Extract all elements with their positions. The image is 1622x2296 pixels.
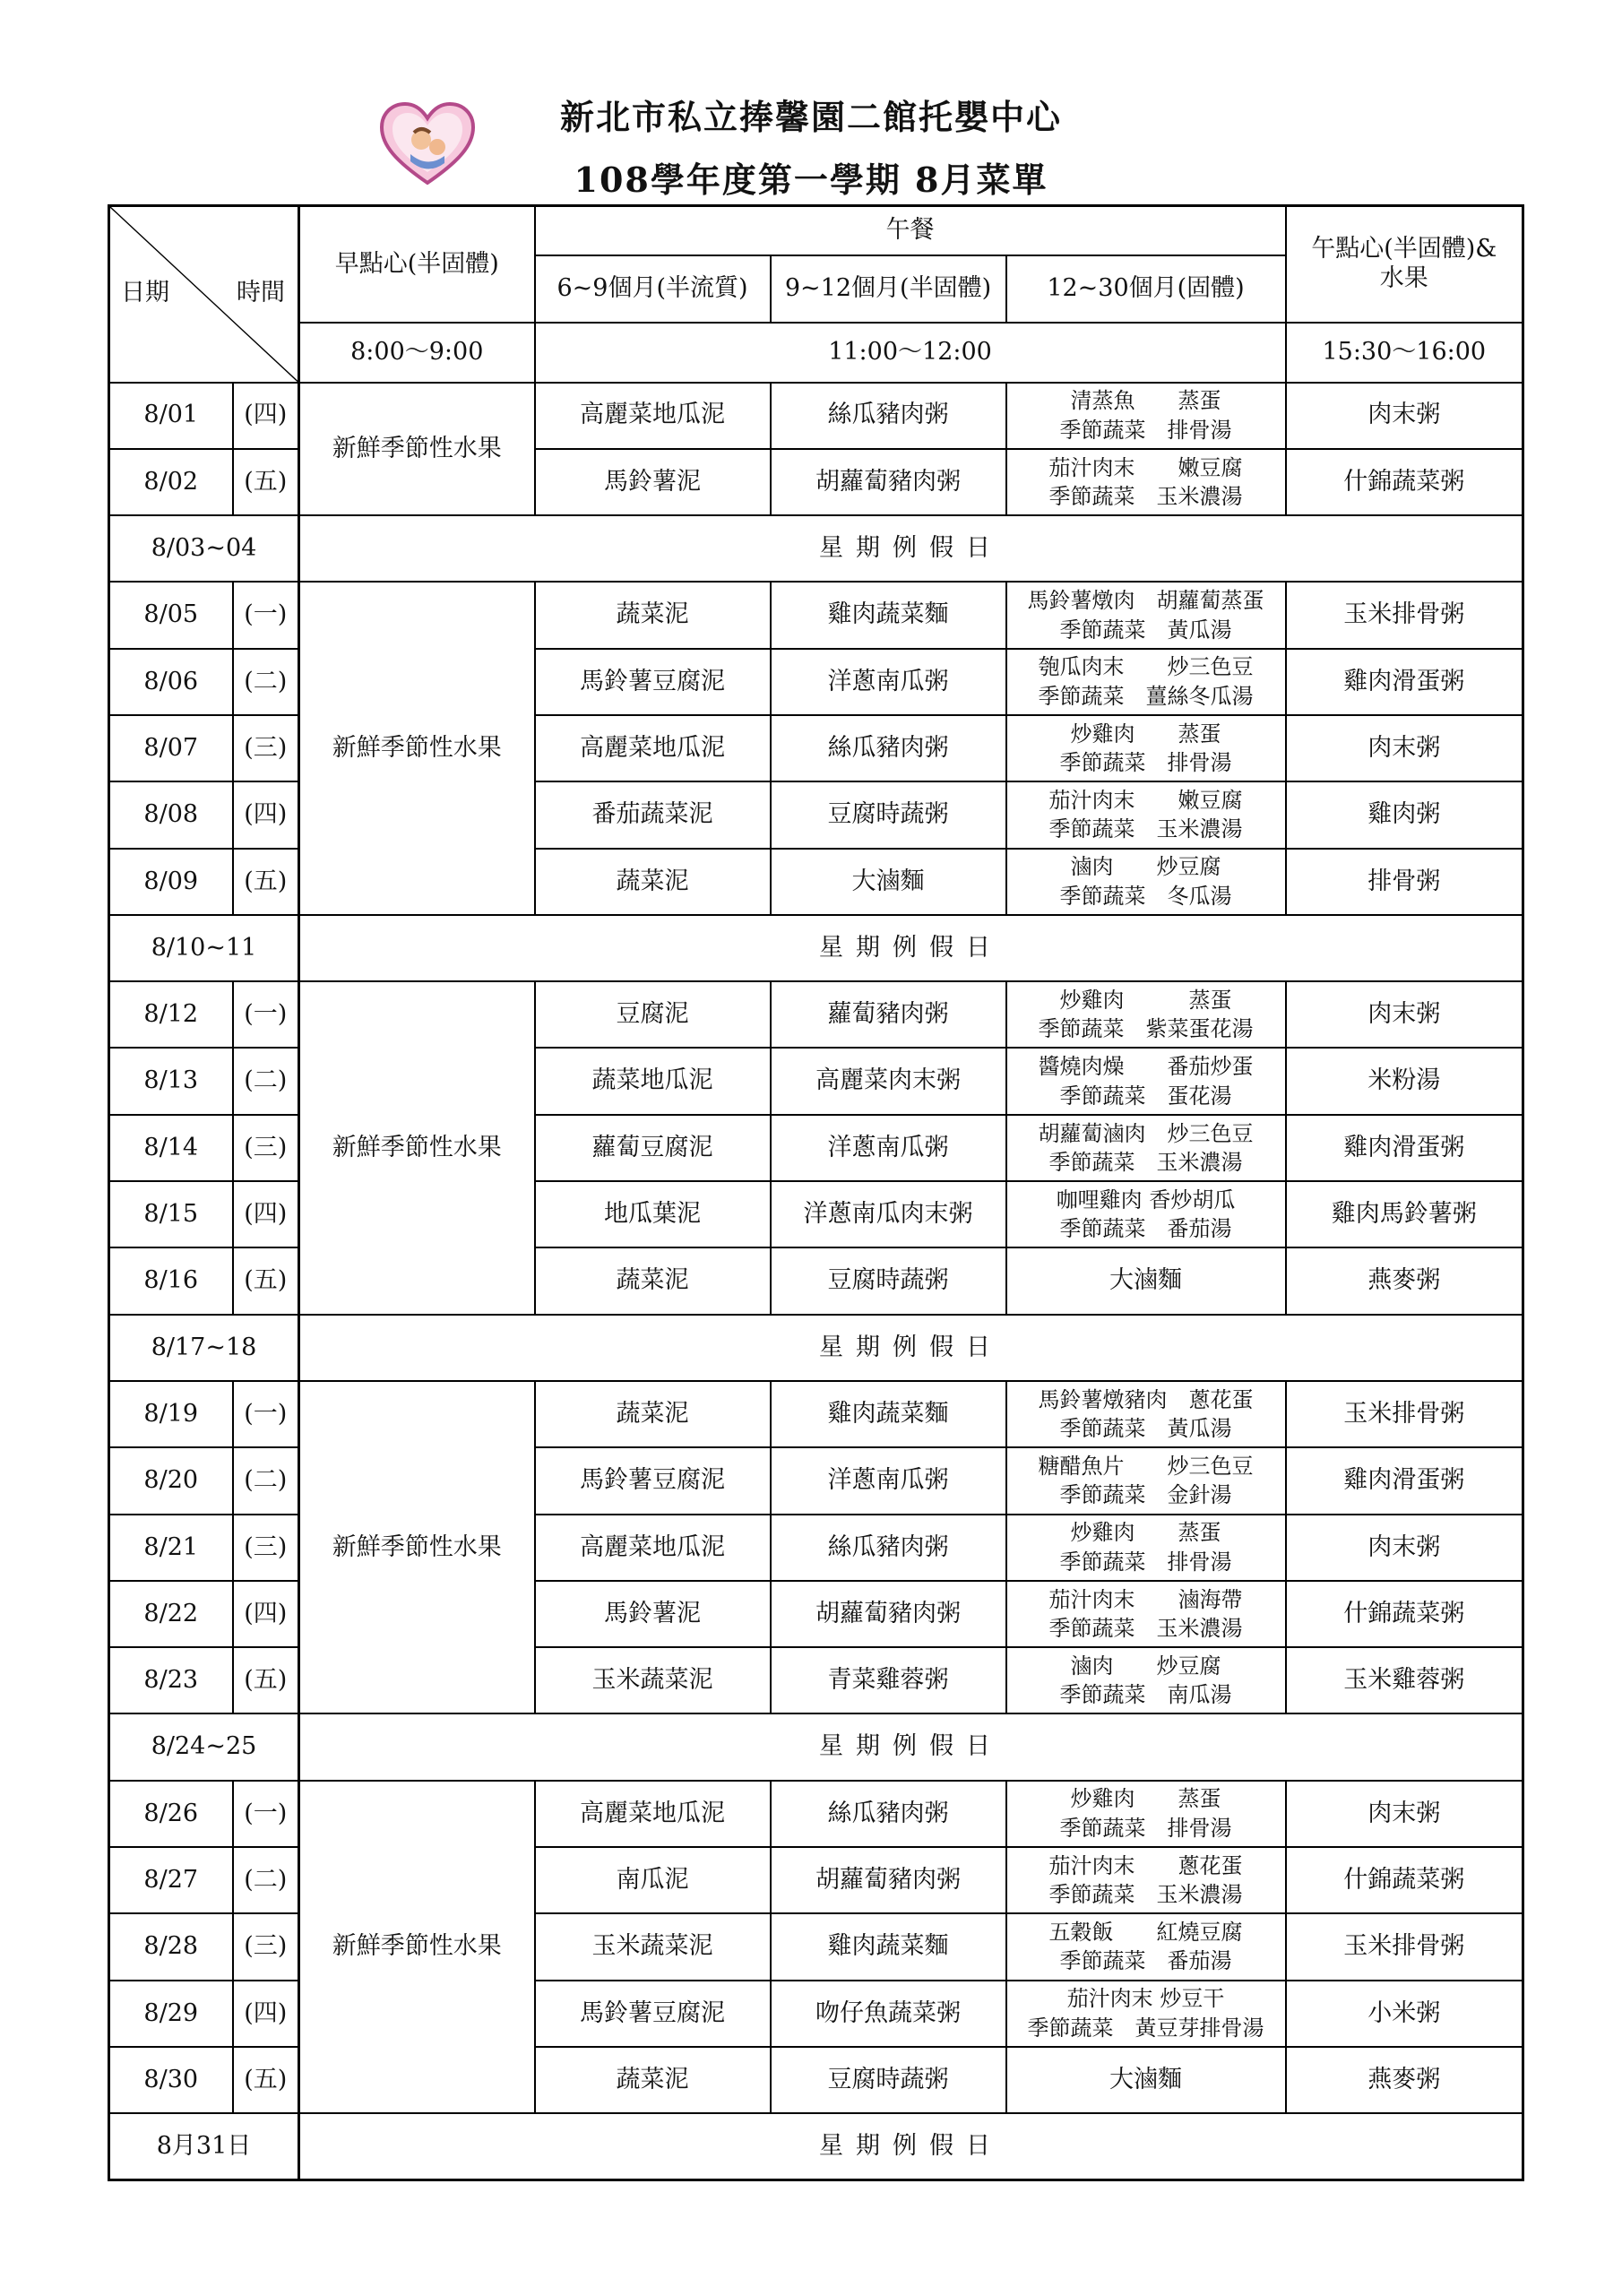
row-date: 8/14: [109, 1115, 233, 1181]
lunch-6-9-cell: 地瓜葉泥: [535, 1181, 771, 1247]
lunch-9-12-cell: 吻仔魚蔬菜粥: [771, 1981, 1006, 2047]
snack-cell: 燕麥粥: [1286, 1247, 1523, 1314]
lunch-9-12-cell: 雞肉蔬菜麵: [771, 1913, 1006, 1980]
row-date: 8/20: [109, 1447, 233, 1514]
lunch-6-9-cell: 番茄蔬菜泥: [535, 781, 771, 848]
dish-line-2: 季節蔬菜 排骨湯: [1059, 1815, 1232, 1841]
dish-line-1: 茄汁肉末 嫩豆腐: [1048, 788, 1243, 814]
lunch-9-12-cell: 洋蔥南瓜粥: [771, 1447, 1006, 1514]
lunch-9-12-cell: 豆腐時蔬粥: [771, 781, 1006, 848]
row-date: 8/12: [109, 981, 233, 1048]
row-date: 8/19: [109, 1381, 233, 1447]
row-weekday: (五): [233, 849, 299, 915]
dish-line-2: 季節蔬菜 冬瓜湯: [1059, 883, 1232, 909]
page-subtitle: 108學年度第一學期 8月菜單: [574, 160, 1048, 200]
table-row: [109, 383, 1523, 449]
row-weekday: (四): [233, 1981, 299, 2047]
dish-line-1: 炒雞肉 蒸蛋: [1070, 1786, 1221, 1812]
holiday-row: [109, 2113, 1523, 2179]
snack-cell: 什錦蔬菜粥: [1286, 449, 1523, 515]
lunch-9-12-cell: 豆腐時蔬粥: [771, 2047, 1006, 2113]
row-weekday: (三): [233, 1515, 299, 1581]
lunch-9-12-cell: 雞肉蔬菜麵: [771, 1381, 1006, 1447]
row-date: 8/13: [109, 1048, 233, 1114]
lunch-12-30-cell: [1006, 1247, 1286, 1314]
lunch-9-12-cell: 胡蘿蔔豬肉粥: [771, 1581, 1006, 1647]
row-date: 8/21: [109, 1515, 233, 1581]
snack-header-text: 午點心(半固體)&水果: [1311, 235, 1497, 292]
lunch-9-12-cell: 雞肉蔬菜麵: [771, 582, 1006, 648]
holiday-date: 8/10~11: [109, 915, 299, 981]
lunch-12-30-cell: [1006, 1981, 1286, 2047]
row-weekday: (一): [233, 1781, 299, 1847]
lunch-12-30-cell: [1006, 1581, 1286, 1647]
lunch-6-9-cell: 玉米蔬菜泥: [535, 1647, 771, 1713]
lunch-9-12-cell: 青菜雞蓉粥: [771, 1647, 1006, 1713]
holiday-row: [109, 1713, 1523, 1780]
dish-line-2: 季節蔬菜 玉米濃湯: [1048, 816, 1243, 842]
row-weekday: (一): [233, 981, 299, 1048]
snack-cell: 雞肉馬鈴薯粥: [1286, 1181, 1523, 1247]
snack-cell: 玉米排骨粥: [1286, 582, 1523, 648]
snack-cell: 米粉湯: [1286, 1048, 1523, 1114]
lunch-9-12-cell: 洋蔥南瓜肉末粥: [771, 1181, 1006, 1247]
lunch-9-12-cell: 大滷麵: [771, 849, 1006, 915]
snack-cell: 玉米排骨粥: [1286, 1381, 1523, 1447]
dish-line-1: 五穀飯 紅燒豆腐: [1048, 1920, 1243, 1946]
dish-line-1: 馬鈴薯燉豬肉 蔥花蛋: [1038, 1386, 1254, 1412]
lunch-6-9-cell: 南瓜泥: [535, 1847, 771, 1913]
dish-line-2: 季節蔬菜 紫菜蛋花湯: [1038, 1016, 1254, 1042]
snack-cell: 肉末粥: [1286, 1781, 1523, 1847]
snack-cell: 玉米排骨粥: [1286, 1913, 1523, 1980]
row-date: 8/07: [109, 715, 233, 781]
row-date: 8/28: [109, 1913, 233, 1980]
lunch-12-30-cell: [1006, 781, 1286, 848]
lunch-9-12-cell: 胡蘿蔔豬肉粥: [771, 449, 1006, 515]
dish-line-1: 炒雞肉 蒸蛋: [1070, 721, 1221, 747]
page-title: 新北市私立捧馨園二館托嬰中心: [559, 97, 1062, 137]
table-row: [109, 1781, 1523, 1847]
row-weekday: (四): [233, 383, 299, 449]
time-header-label: 時間: [237, 279, 285, 307]
lunch-12-30-cell: [1006, 1913, 1286, 1980]
dish-line-2: 季節蔬菜 排骨湯: [1059, 1549, 1232, 1575]
lunch-9-12-cell: 豆腐時蔬粥: [771, 1247, 1006, 1314]
holiday-date: 8/03~04: [109, 515, 299, 582]
lunch-12-30-cell: [1006, 582, 1286, 648]
dish-line-2: 季節蔬菜 番茄湯: [1059, 1216, 1232, 1242]
lunch-6-9-cell: 蔬菜泥: [535, 2047, 771, 2113]
snack-cell: 肉末粥: [1286, 383, 1523, 449]
dish-line-2: 季節蔬菜 玉米濃湯: [1048, 1149, 1243, 1175]
snack-cell: 肉末粥: [1286, 981, 1523, 1048]
snack-cell: 肉末粥: [1286, 1515, 1523, 1581]
holiday-label: 星期例假日: [299, 1713, 1523, 1780]
dish-line-1: 茄汁肉末 嫩豆腐: [1048, 454, 1243, 480]
lunch-12-30-cell: [1006, 981, 1286, 1048]
lunch-header: 午餐: [535, 206, 1286, 255]
lunch-6-9-cell: 高麗菜地瓜泥: [535, 383, 771, 449]
row-weekday: (五): [233, 1647, 299, 1713]
row-date: 8/22: [109, 1581, 233, 1647]
dish-line-2: 季節蔬菜 蛋花湯: [1059, 1083, 1232, 1109]
lunch-12-30-cell: [1006, 1515, 1286, 1581]
row-weekday: (三): [233, 1913, 299, 1980]
row-date: 8/29: [109, 1981, 233, 2047]
lunch-12-30-cell: [1006, 715, 1286, 781]
snack-cell: 小米粥: [1286, 1981, 1523, 2047]
row-date: 8/16: [109, 1247, 233, 1314]
row-weekday: (五): [233, 449, 299, 515]
dish-line-1: 炒雞肉 蒸蛋: [1059, 987, 1232, 1013]
lunch-12-30-cell: [1006, 449, 1286, 515]
lunch-12-30-cell: [1006, 649, 1286, 715]
lunch-9-12-header: 9~12個月(半固體): [771, 255, 1006, 323]
lunch-6-9-cell: 玉米蔬菜泥: [535, 1913, 771, 1980]
lunch-9-12-cell: 絲瓜豬肉粥: [771, 383, 1006, 449]
row-date: 8/23: [109, 1647, 233, 1713]
dish-line-1: 茄汁肉末 炒豆干: [1066, 1986, 1225, 2012]
dish-line-2: 季節蔬菜 玉米濃湯: [1048, 1882, 1243, 1908]
snack-cell: 什錦蔬菜粥: [1286, 1847, 1523, 1913]
row-date: 8/06: [109, 649, 233, 715]
dish-line-1: 醬燒肉燥 番茄炒蛋: [1038, 1054, 1254, 1080]
holiday-date: 8/17~18: [109, 1315, 299, 1381]
date-time-header: [109, 206, 299, 383]
snack-cell: 雞肉滑蛋粥: [1286, 1115, 1523, 1181]
lunch-6-9-cell: 高麗菜地瓜泥: [535, 1781, 771, 1847]
lunch-6-9-cell: 馬鈴薯泥: [535, 449, 771, 515]
lunch-12-30-cell: [1006, 1647, 1286, 1713]
dish-line-1: 匏瓜肉末 炒三色豆: [1038, 654, 1254, 680]
dish-line-1: 清蒸魚 蒸蛋: [1070, 388, 1221, 414]
lunch-12-30-cell: [1006, 2047, 1286, 2113]
holiday-date: 8/24~25: [109, 1713, 299, 1780]
breakfast-fruit: 新鮮季節性水果: [299, 383, 535, 516]
lunch-9-12-cell: 絲瓜豬肉粥: [771, 715, 1006, 781]
lunch-6-9-cell: 高麗菜地瓜泥: [535, 715, 771, 781]
holiday-date: 8月31日: [109, 2113, 299, 2179]
row-date: 8/08: [109, 781, 233, 848]
breakfast-header: 早點心(半固體): [299, 206, 535, 323]
lunch-9-12-cell: 絲瓜豬肉粥: [771, 1515, 1006, 1581]
table-row: [109, 1381, 1523, 1447]
lunch-6-9-cell: 馬鈴薯豆腐泥: [535, 649, 771, 715]
row-weekday: (四): [233, 1581, 299, 1647]
lunch-12-30-cell: [1006, 1381, 1286, 1447]
row-date: 8/02: [109, 449, 233, 515]
row-weekday: (五): [233, 2047, 299, 2113]
lunch-6-9-cell: 蔬菜泥: [535, 1247, 771, 1314]
row-weekday: (三): [233, 1115, 299, 1181]
row-date: 8/26: [109, 1781, 233, 1847]
row-weekday: (四): [233, 781, 299, 848]
holiday-row: [109, 1315, 1523, 1381]
lunch-6-9-cell: 蔬菜地瓜泥: [535, 1048, 771, 1114]
lunch-9-12-cell: 洋蔥南瓜粥: [771, 1115, 1006, 1181]
dish-line-2: 季節蔬菜 排骨湯: [1059, 417, 1232, 443]
dish-line-2: 季節蔬菜 黃豆芽排骨湯: [1027, 2015, 1264, 2041]
lunch-6-9-cell: 馬鈴薯泥: [535, 1581, 771, 1647]
holiday-label: 星期例假日: [299, 1315, 1523, 1381]
dish-line-2: 季節蔬菜 南瓜湯: [1059, 1682, 1232, 1708]
snack-cell: 排骨粥: [1286, 849, 1523, 915]
row-date: 8/30: [109, 2047, 233, 2113]
lunch-12-30-header: 12~30個月(固體): [1006, 255, 1286, 323]
lunch-6-9-cell: 蔬菜泥: [535, 582, 771, 648]
snack-cell: 燕麥粥: [1286, 2047, 1523, 2113]
row-weekday: (一): [233, 582, 299, 648]
lunch-6-9-cell: 馬鈴薯豆腐泥: [535, 1447, 771, 1514]
row-weekday: (一): [233, 1381, 299, 1447]
lunch-6-9-cell: 高麗菜地瓜泥: [535, 1515, 771, 1581]
row-date: 8/01: [109, 383, 233, 449]
snack-cell: 雞肉粥: [1286, 781, 1523, 848]
holiday-row: [109, 515, 1523, 582]
dish-line-1: 茄汁肉末 滷海帶: [1048, 1586, 1243, 1612]
dish-line-1: 馬鈴薯燉肉 胡蘿蔔蒸蛋: [1027, 588, 1264, 614]
row-weekday: (四): [233, 1181, 299, 1247]
date-header-label: 日期: [121, 279, 169, 307]
snack-cell: 什錦蔬菜粥: [1286, 1581, 1523, 1647]
snack-header: [1286, 206, 1523, 323]
lunch-12-30-cell: [1006, 849, 1286, 915]
lunch-12-30-cell: [1006, 1115, 1286, 1181]
dish-line-1: 大滷麵: [1109, 1266, 1183, 1295]
table-row: [109, 582, 1523, 648]
snack-cell: 雞肉滑蛋粥: [1286, 649, 1523, 715]
lunch-6-9-cell: 蔬菜泥: [535, 1381, 771, 1447]
dish-line-1: 炒雞肉 蒸蛋: [1070, 1520, 1221, 1546]
dish-line-2: 季節蔬菜 金針湯: [1059, 1482, 1232, 1508]
row-weekday: (二): [233, 1447, 299, 1514]
table-row: [109, 981, 1523, 1048]
row-date: 8/05: [109, 582, 233, 648]
lunch-12-30-cell: [1006, 1847, 1286, 1913]
row-weekday: (二): [233, 1048, 299, 1114]
lunch-9-12-cell: 洋蔥南瓜粥: [771, 649, 1006, 715]
breakfast-fruit: 新鮮季節性水果: [299, 981, 535, 1314]
holiday-label: 星期例假日: [299, 515, 1523, 582]
lunch-6-9-cell: 蔬菜泥: [535, 849, 771, 915]
row-date: 8/15: [109, 1181, 233, 1247]
lunch-12-30-cell: [1006, 383, 1286, 449]
holiday-label: 星期例假日: [299, 915, 1523, 981]
lunch-12-30-cell: [1006, 1048, 1286, 1114]
dish-line-1: 胡蘿蔔滷肉 炒三色豆: [1038, 1120, 1254, 1146]
lunch-6-9-cell: 馬鈴薯豆腐泥: [535, 1981, 771, 2047]
lunch-9-12-cell: 高麗菜肉末粥: [771, 1048, 1006, 1114]
lunch-9-12-cell: 胡蘿蔔豬肉粥: [771, 1847, 1006, 1913]
row-weekday: (三): [233, 715, 299, 781]
holiday-row: [109, 915, 1523, 981]
dish-line-1: 大滷麵: [1109, 2065, 1183, 2093]
lunch-12-30-cell: [1006, 1781, 1286, 1847]
dish-line-2: 季節蔬菜 排骨湯: [1059, 750, 1232, 776]
lunch-6-9-cell: 蘿蔔豆腐泥: [535, 1115, 771, 1181]
dish-line-1: 滷肉 炒豆腐: [1070, 1653, 1221, 1679]
lunch-6-9-header: 6~9個月(半流質): [535, 255, 771, 323]
dish-line-1: 咖哩雞肉 香炒胡瓜: [1056, 1187, 1236, 1213]
row-weekday: (五): [233, 1247, 299, 1314]
snack-cell: 肉末粥: [1286, 715, 1523, 781]
row-weekday: (二): [233, 649, 299, 715]
dish-line-1: 糖醋魚片 炒三色豆: [1038, 1454, 1254, 1479]
dish-line-1: 滷肉 炒豆腐: [1070, 854, 1221, 880]
row-date: 8/09: [109, 849, 233, 915]
breakfast-fruit: 新鮮季節性水果: [299, 1781, 535, 2113]
lunch-9-12-cell: 蘿蔔豬肉粥: [771, 981, 1006, 1048]
holiday-label: 星期例假日: [299, 2113, 1523, 2179]
snack-time: 15:30～16:00: [1286, 323, 1523, 383]
lunch-9-12-cell: 絲瓜豬肉粥: [771, 1781, 1006, 1847]
breakfast-fruit: 新鮮季節性水果: [299, 1381, 535, 1713]
dish-line-2: 季節蔬菜 玉米濃湯: [1048, 483, 1243, 509]
breakfast-time: 8:00～9:00: [299, 323, 535, 383]
menu-table: [108, 204, 1524, 2181]
dish-line-2: 季節蔬菜 薑絲冬瓜湯: [1038, 683, 1254, 709]
dish-line-2: 季節蔬菜 玉米濃湯: [1048, 1615, 1243, 1641]
dish-line-2: 季節蔬菜 黃瓜湯: [1059, 617, 1232, 643]
row-date: 8/27: [109, 1847, 233, 1913]
row-weekday: (二): [233, 1847, 299, 1913]
lunch-time: 11:00～12:00: [535, 323, 1286, 383]
lunch-6-9-cell: 豆腐泥: [535, 981, 771, 1048]
breakfast-fruit: 新鮮季節性水果: [299, 582, 535, 914]
snack-cell: 雞肉滑蛋粥: [1286, 1447, 1523, 1514]
dish-line-2: 季節蔬菜 番茄湯: [1059, 1948, 1232, 1974]
snack-cell: 玉米雞蓉粥: [1286, 1647, 1523, 1713]
lunch-12-30-cell: [1006, 1447, 1286, 1514]
dish-line-2: 季節蔬菜 黃瓜湯: [1059, 1416, 1232, 1442]
dish-line-1: 茄汁肉末 蔥花蛋: [1048, 1852, 1243, 1878]
lunch-12-30-cell: [1006, 1181, 1286, 1247]
